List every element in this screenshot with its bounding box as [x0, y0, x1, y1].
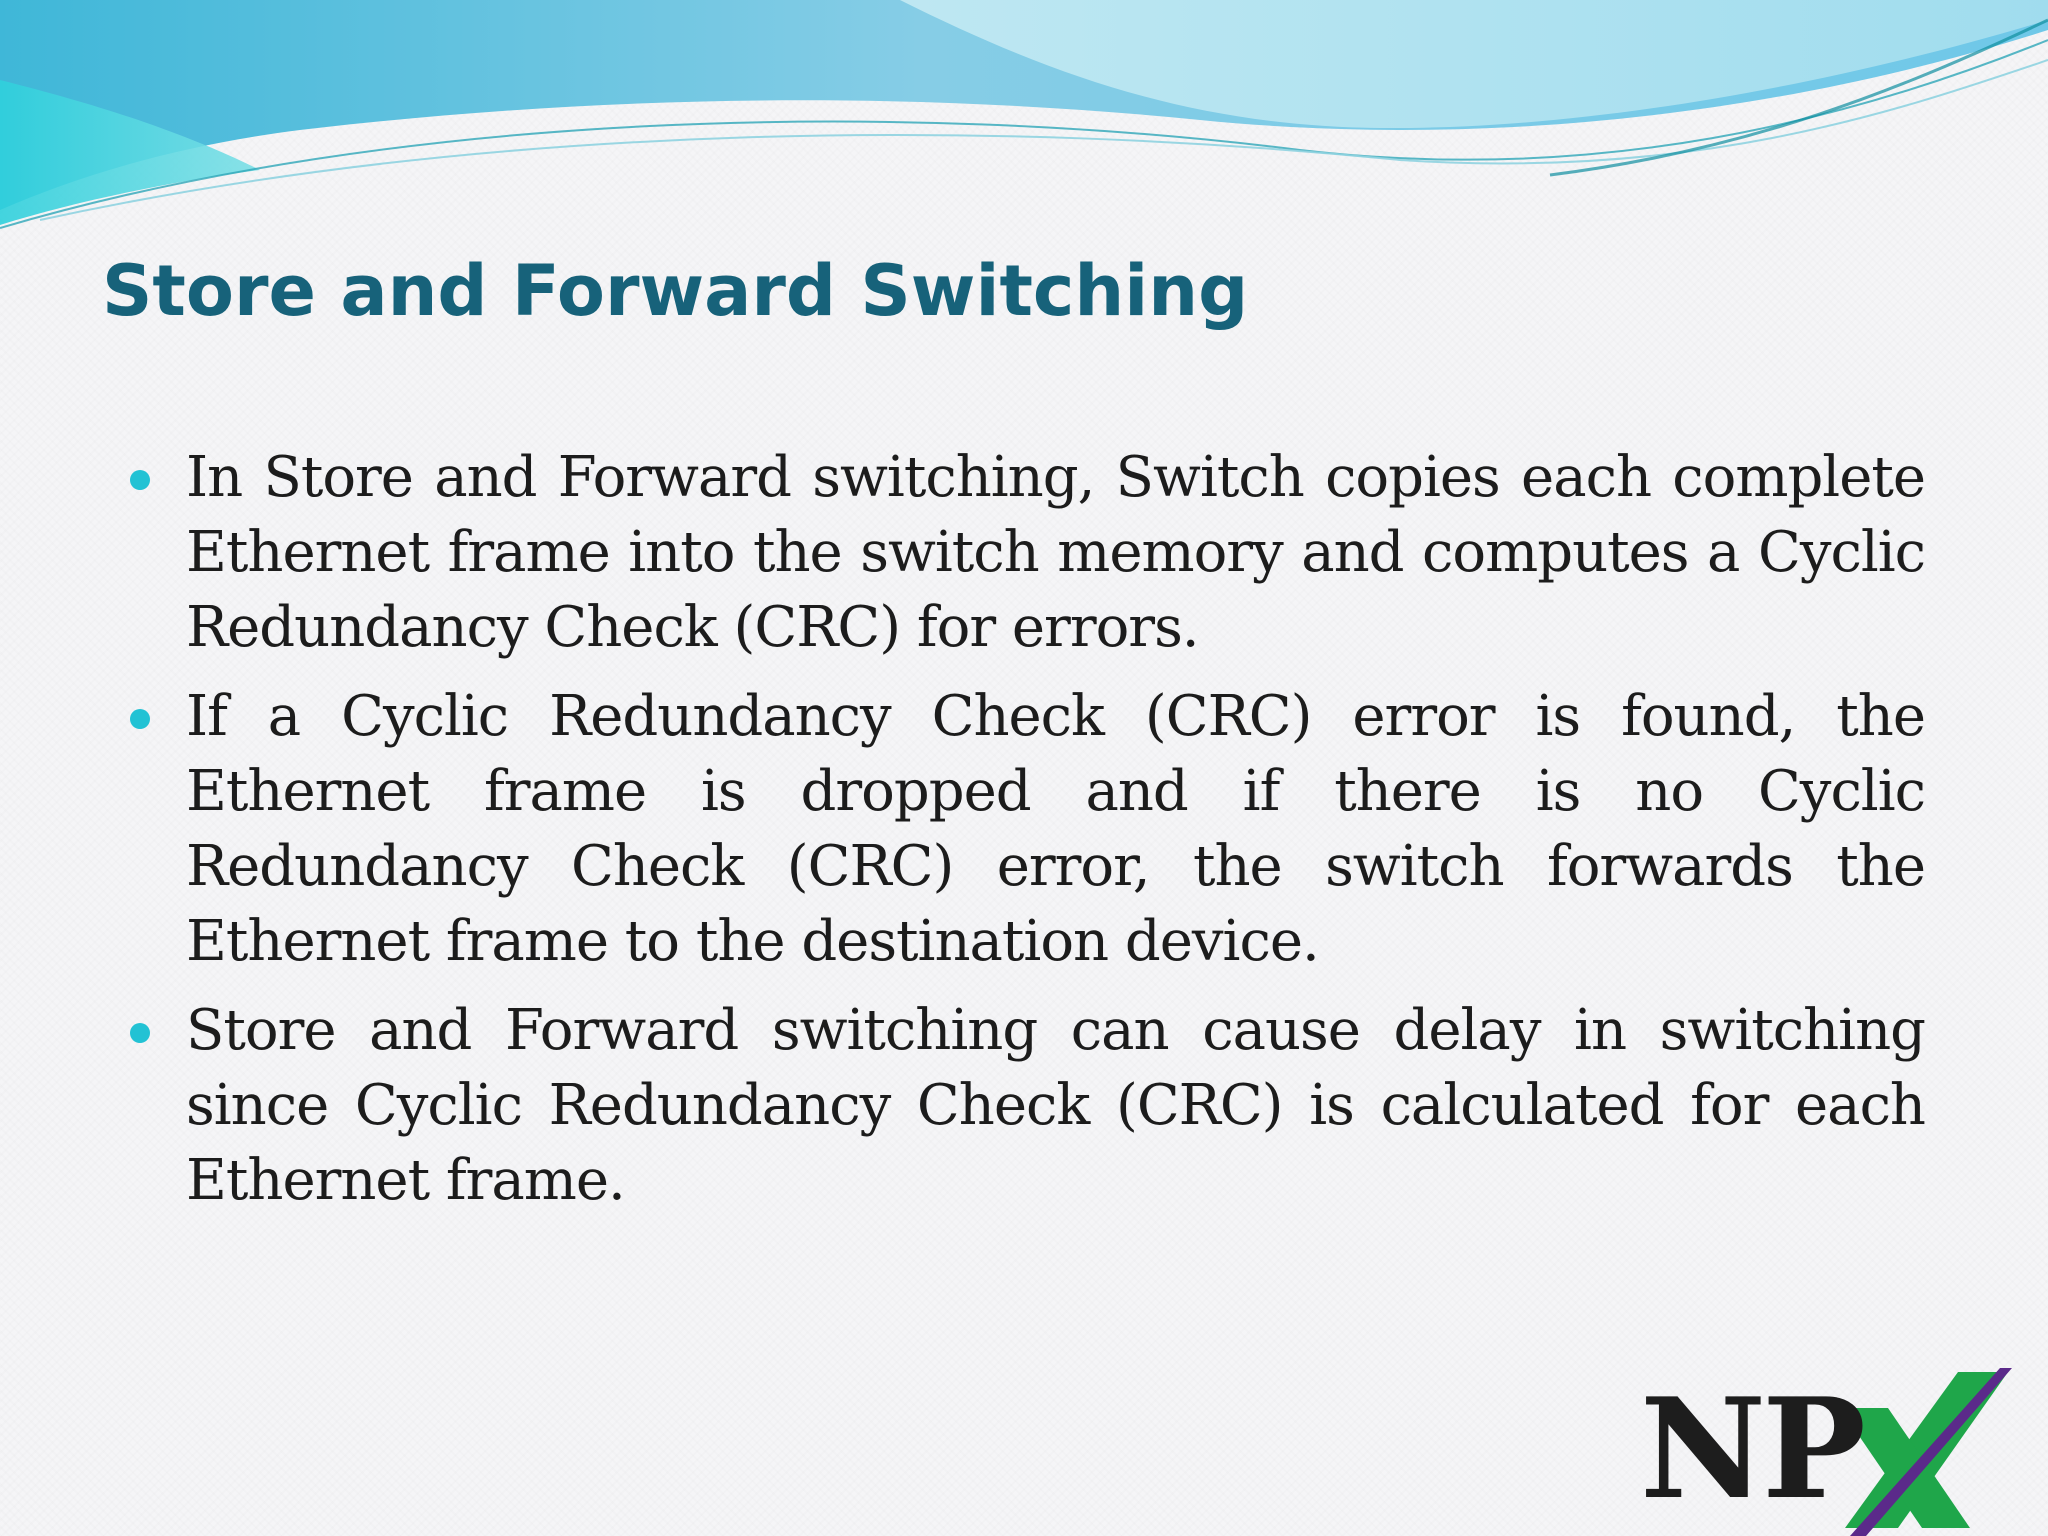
bullet-dot-icon	[130, 709, 150, 729]
bullet-dot-icon	[130, 1023, 150, 1043]
slide-title: Store and Forward Switching	[102, 250, 1249, 332]
bullet-text: If a Cyclic Redundancy Check (CRC) error is found, the Ethernet frame is dropped and if there is no Cyclic Redundancy Check (CRC) error, the switch forwards the Ethernet frame to the destination device.	[186, 684, 1925, 974]
header-wave-banner	[0, 0, 2048, 240]
logo-letters: NP	[1640, 1367, 1862, 1530]
bullet-text: Store and Forward switching can cause delay in switching since Cyclic Redundancy Check (CRC) is calculated for each Ethernet frame.	[186, 998, 1925, 1213]
bullet-item	[130, 440, 1925, 665]
bullet-text: In Store and Forward switching, Switch copies each complete Ethernet frame into the switch memory and computes a Cyclic Redundancy Check (CRC) for errors.	[186, 445, 1925, 660]
bullet-list	[130, 440, 1925, 1232]
bullet-dot-icon	[130, 470, 150, 490]
bullet-item	[130, 993, 1925, 1218]
bullet-item	[130, 679, 1925, 979]
npx-logo	[1640, 1368, 2012, 1536]
